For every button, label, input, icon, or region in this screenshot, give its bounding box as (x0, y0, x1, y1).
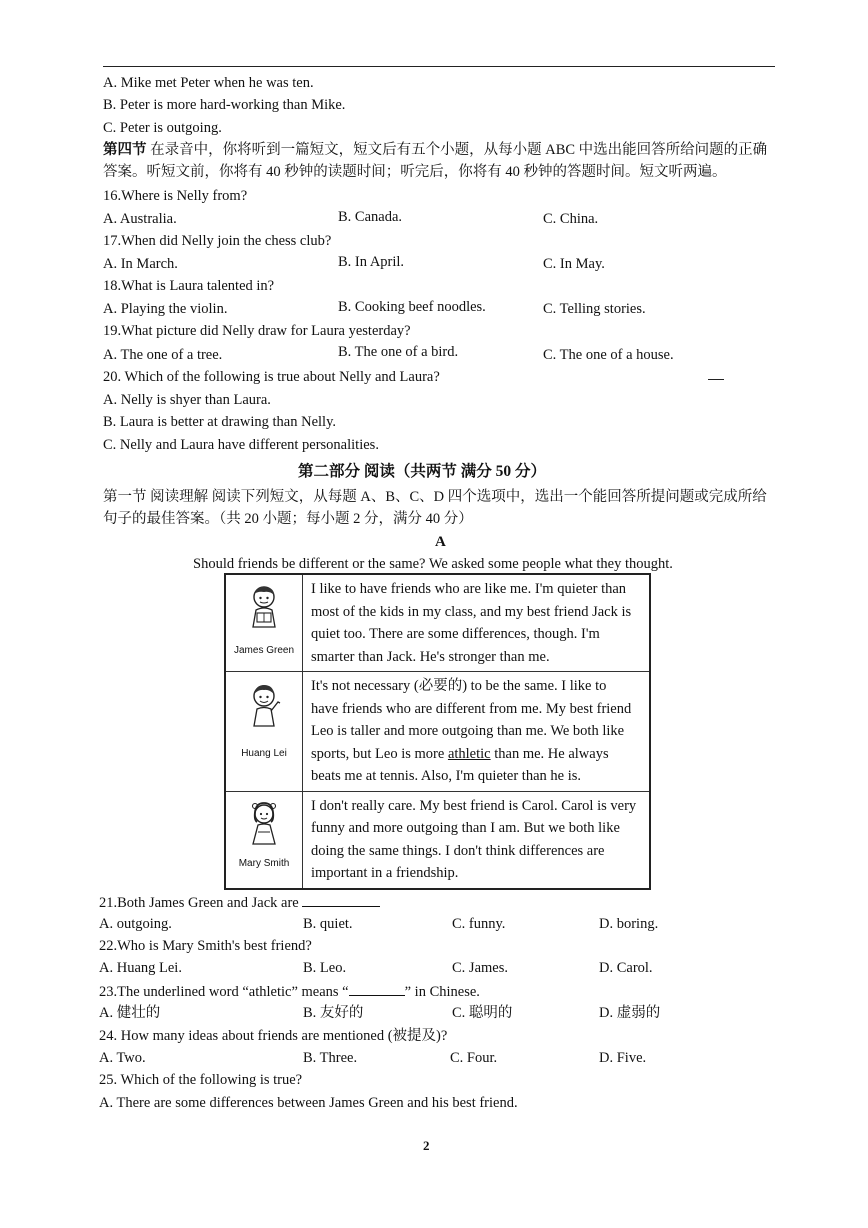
passage-intro: Should friends be different or the same? We asked some people what they thought. (193, 556, 673, 572)
q22-stem: 22.Who is Mary Smith's best friend? (99, 938, 312, 954)
q25-stem: 25. Which of the following is true? (99, 1072, 303, 1088)
q16-option-a: A. Australia. (103, 211, 177, 227)
q21-stem-line (99, 892, 380, 913)
q23-option-d: D. 虚弱的 (599, 1005, 661, 1021)
section1-instructions-line2: 句子的最佳答案。（共 20 小题；每小题 2 分，满分 40 分） (103, 511, 473, 527)
opinion-line: beats me at tennis. Also, I'm quieter than he is. (311, 768, 581, 784)
opinion-line: doing the same things. I don't think differences are (311, 842, 605, 859)
opinion-line: I don't really care. My best friend is Carol. Carol is very (311, 797, 637, 814)
avatar-cell (225, 574, 303, 672)
answer-blank (302, 892, 380, 907)
passage-letter: A (435, 534, 446, 550)
q16-option-c: C. China. (543, 211, 599, 227)
avatar-cell (225, 672, 303, 792)
q20-option-c: C. Nelly and Laura have different personalities. (103, 437, 379, 453)
person-name-huang: Huang Lei (241, 748, 287, 759)
answer-blank (349, 981, 405, 996)
opinion-line (311, 743, 643, 766)
q20-option-a: A. Nelly is shyer than Laura. (103, 392, 271, 408)
opinion-text: sports, but Leo is more (311, 745, 448, 762)
q21-option-c: C. funny. (452, 916, 506, 932)
avatar-cell (225, 791, 303, 889)
part2-title: 第二部分 阅读（共两节 满分 50 分） (298, 463, 547, 480)
opinion-text: than me. He always (490, 745, 609, 762)
q15-option-c: C. Peter is outgoing. (103, 120, 222, 136)
q23-option-c: C. 聪明的 (452, 1005, 513, 1021)
opinion-line: funny and more outgoing than I am. But we both like (311, 820, 620, 836)
q17-option-a: A. In March. (103, 256, 178, 272)
boy-waving-icon (244, 682, 284, 730)
section4-text: 在录音中，你将听到一篇短文，短文后有五个小题，从每小题 ABC 中选出能回答所给问题的正确 (150, 142, 768, 158)
q18-option-a: A. Playing the violin. (103, 301, 228, 317)
section1-instructions-line1: 第一节 阅读理解 阅读下列短文，从每题 A、B、C、D 四个选项中，选出一个能回答所提问题或完成所给 (103, 489, 767, 505)
q19-option-c: C. The one of a house. (543, 347, 674, 363)
q24-option-d: D. Five. (599, 1050, 647, 1066)
underlined-word: athletic (447, 745, 491, 762)
q17-option-c: C. In May. (543, 256, 605, 272)
dash-mark (708, 379, 724, 380)
q19-option-b: B. The one of a bird. (338, 344, 459, 360)
person-name-james: James Green (233, 645, 295, 656)
table-row (225, 791, 650, 889)
section4-title: 第四节 (103, 142, 147, 158)
person-name-mary: Mary Smith (238, 857, 290, 869)
opinions-table (224, 573, 651, 890)
opinion-line: Leo is taller and more outgoing than me. We both like (311, 723, 625, 739)
q22-option-b: B. Leo. (303, 960, 347, 976)
q24-stem: 24. How many ideas about friends are mentioned (被提及)? (99, 1028, 448, 1044)
q20-option-b: B. Laura is better at drawing than Nelly. (103, 414, 336, 430)
q18-stem: 18.What is Laura talented in? (103, 278, 275, 294)
q20-stem: 20. Which of the following is true about Nelly and Laura? (103, 369, 440, 385)
q22-option-c: C. James. (452, 960, 508, 976)
opinion-line: It's not necessary (必要的) to be the same. I like to (311, 678, 607, 694)
q24-option-b: B. Three. (303, 1050, 358, 1066)
q19-option-a: A. The one of a tree. (103, 347, 223, 363)
q25-option-a: A. There are some differences between James Green and his best friend. (99, 1095, 518, 1111)
q23-stem-line (99, 981, 480, 1002)
opinion-line: smarter than Jack. He's stronger than me. (311, 648, 550, 665)
top-rule (103, 66, 775, 67)
q17-option-b: B. In April. (338, 254, 405, 270)
q21-option-b: B. quiet. (303, 916, 353, 932)
boy-reading-icon (244, 583, 284, 631)
opinion-line: I like to have friends who are like me. I'm quieter than (311, 581, 627, 597)
q24-option-c: C. Four. (450, 1050, 498, 1066)
page-number: 2 (423, 1138, 430, 1153)
q15-option-a: A. Mike met Peter when he was ten. (103, 75, 314, 91)
section4-instructions-line2: 答案。听短文前，你将有 40 秒钟的读题时间；听完后，你将有 40 秒钟的答题时间。短文听两遍。 (103, 164, 727, 180)
opinion-james (303, 574, 651, 672)
q22-option-a: A. Huang Lei. (99, 960, 182, 976)
q23-option-b: B. 友好的 (303, 1005, 364, 1021)
q21-stem: 21.Both James Green and Jack are (99, 895, 299, 911)
q21-option-d: D. boring. (599, 916, 659, 932)
opinion-line: quiet too. There are some differences, though. I'm (311, 626, 600, 642)
section4-instructions-line1 (103, 140, 767, 160)
q23-stem-start: 23.The underlined word “athletic” means “ (99, 984, 349, 1000)
q19-stem: 19.What picture did Nelly draw for Laura yesterday? (103, 323, 411, 339)
q18-option-b: B. Cooking beef noodles. (338, 299, 486, 315)
q21-option-a: A. outgoing. (99, 916, 172, 932)
q23-stem-end: ” in Chinese. (404, 984, 480, 1000)
opinion-line: have friends who are different from me. My best friend (311, 700, 632, 717)
opinion-line: important in a friendship. (311, 865, 459, 881)
q15-option-b: B. Peter is more hard-working than Mike. (103, 97, 346, 113)
table-row (225, 672, 650, 792)
opinion-mary (303, 791, 651, 889)
q16-option-b: B. Canada. (338, 209, 403, 225)
q23-option-a: A. 健壮的 (99, 1005, 161, 1021)
girl-icon (244, 800, 284, 848)
q16-stem: 16.Where is Nelly from? (103, 188, 248, 204)
q22-option-d: D. Carol. (599, 960, 653, 976)
table-row (225, 574, 650, 672)
q18-option-c: C. Telling stories. (543, 301, 646, 317)
opinion-line: most of the kids in my class, and my best friend Jack is (311, 603, 632, 620)
q17-stem: 17.When did Nelly join the chess club? (103, 233, 332, 249)
q24-option-a: A. Two. (99, 1050, 146, 1066)
opinion-huang (303, 672, 651, 792)
